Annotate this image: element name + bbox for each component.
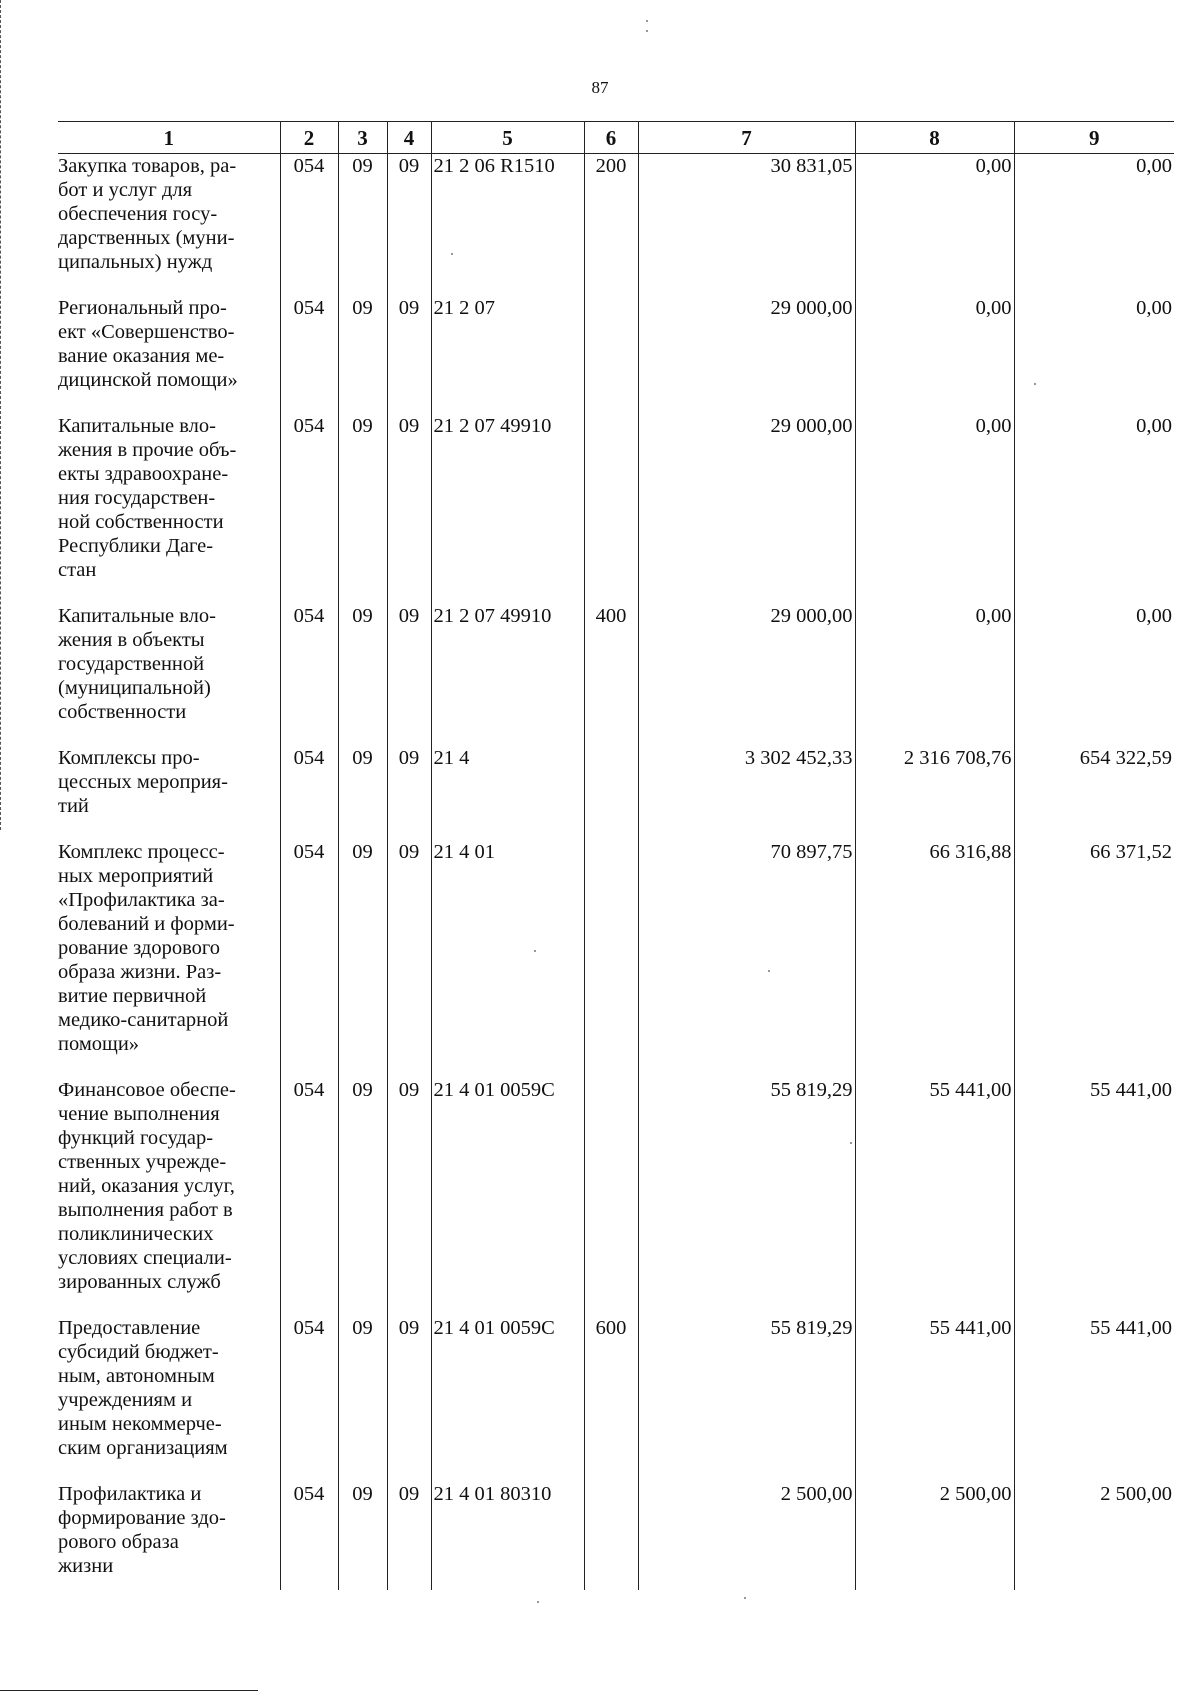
amount-year3-cell: 2 500,00 xyxy=(1014,1482,1174,1590)
row-name-line: Капитальные вло- xyxy=(58,415,216,437)
row-name-line: формирование здо- xyxy=(58,1507,226,1529)
row-name-line: медико-санитарной xyxy=(58,1009,229,1031)
header-cell: 6 xyxy=(584,122,638,154)
row-name-line: собственности xyxy=(58,701,187,723)
row-name-line: ственных учрежде- xyxy=(58,1151,227,1173)
section-code-cell: 09 xyxy=(338,1482,387,1590)
row-name-line: (муниципальной) xyxy=(58,677,211,699)
table-row xyxy=(58,746,1174,840)
target-article-cell: 21 2 07 xyxy=(431,296,584,414)
target-article-cell: 21 4 01 xyxy=(431,840,584,1078)
row-name-line: обеспечения госу- xyxy=(58,203,218,225)
amount-year3-cell: 66 371,52 xyxy=(1014,840,1174,1078)
expense-type-cell xyxy=(584,1482,638,1590)
row-name-line: ния государствен- xyxy=(58,487,216,509)
grbs-code-cell: 054 xyxy=(280,746,338,840)
row-name-line: дарственных (муни- xyxy=(58,227,235,249)
table-row xyxy=(58,1078,1174,1316)
amount-year1-cell: 30 831,05 xyxy=(638,154,855,297)
grbs-code-cell: 054 xyxy=(280,154,338,297)
grbs-code-cell: 054 xyxy=(280,1482,338,1590)
expense-type-cell: 400 xyxy=(584,604,638,746)
amount-year2-cell: 0,00 xyxy=(855,604,1014,746)
grbs-code-cell: 054 xyxy=(280,840,338,1078)
target-article-cell: 21 4 01 80310 xyxy=(431,1482,584,1590)
amount-year1-cell: 55 819,29 xyxy=(638,1078,855,1316)
subsection-code-cell: 09 xyxy=(387,1078,431,1316)
row-name-cell xyxy=(58,746,280,840)
row-name-cell xyxy=(58,1078,280,1316)
header-cell: 9 xyxy=(1014,122,1174,154)
row-name-line: ний, оказания услуг, xyxy=(58,1175,235,1197)
subsection-code-cell: 09 xyxy=(387,604,431,746)
row-name-line: витие первичной xyxy=(58,985,207,1007)
section-code-cell: 09 xyxy=(338,746,387,840)
section-code-cell: 09 xyxy=(338,604,387,746)
target-article-cell: 21 4 01 0059С xyxy=(431,1316,584,1482)
page-number: 87 xyxy=(591,78,609,97)
header-cell: 7 xyxy=(638,122,855,154)
scan-speck xyxy=(451,253,453,255)
amount-year3-cell: 0,00 xyxy=(1014,604,1174,746)
subsection-code-cell: 09 xyxy=(387,296,431,414)
row-name-line: чение выполнения xyxy=(58,1103,220,1125)
expense-type-cell xyxy=(584,746,638,840)
amount-year3-cell: 654 322,59 xyxy=(1014,746,1174,840)
table-row xyxy=(58,1316,1174,1482)
subsection-code-cell: 09 xyxy=(387,154,431,297)
row-name-line: ект «Совершенство- xyxy=(58,321,235,343)
footnote-rule xyxy=(0,1690,258,1691)
target-article-cell: 21 2 06 R1510 xyxy=(431,154,584,297)
grbs-code-cell: 054 xyxy=(280,1078,338,1316)
table-row xyxy=(58,414,1174,604)
table-row xyxy=(58,154,1174,297)
scan-speck xyxy=(534,950,536,952)
amount-year2-cell: 0,00 xyxy=(855,154,1014,297)
row-name-line: Предоставление xyxy=(58,1317,201,1339)
target-article-cell: 21 4 xyxy=(431,746,584,840)
row-name-line: Капитальные вло- xyxy=(58,605,216,627)
section-code-cell: 09 xyxy=(338,414,387,604)
row-name-cell xyxy=(58,1316,280,1482)
budget-table xyxy=(58,121,1174,1590)
target-article-cell: 21 4 01 0059С xyxy=(431,1078,584,1316)
row-name-line: Профилактика и xyxy=(58,1483,202,1505)
expense-type-cell xyxy=(584,1078,638,1316)
row-name-line: вание оказания ме- xyxy=(58,345,225,367)
row-name-line: Республики Даге- xyxy=(58,535,214,557)
header-cell: 2 xyxy=(280,122,338,154)
row-name-line: ных мероприятий xyxy=(58,865,214,887)
grbs-code-cell: 054 xyxy=(280,1316,338,1482)
row-name-line: екты здравоохране- xyxy=(58,463,229,485)
amount-year3-cell: 0,00 xyxy=(1014,296,1174,414)
header-cell: 5 xyxy=(431,122,584,154)
header-cell: 1 xyxy=(58,122,280,154)
expense-type-cell: 600 xyxy=(584,1316,638,1482)
subsection-code-cell: 09 xyxy=(387,1482,431,1590)
table-row xyxy=(58,1482,1174,1590)
scan-speck xyxy=(850,1142,852,1144)
row-name-line: условиях специали- xyxy=(58,1247,232,1269)
row-name-cell xyxy=(58,296,280,414)
subsection-code-cell: 09 xyxy=(387,414,431,604)
row-name-line: рового образа xyxy=(58,1531,179,1553)
row-name-line: бот и услуг для xyxy=(58,179,193,201)
amount-year2-cell: 0,00 xyxy=(855,414,1014,604)
row-name-line: Региональный про- xyxy=(58,297,227,319)
expense-type-cell xyxy=(584,296,638,414)
header-cell: 3 xyxy=(338,122,387,154)
row-name-line: зированных служб xyxy=(58,1271,221,1293)
amount-year2-cell: 66 316,88 xyxy=(855,840,1014,1078)
row-name-line: жизни xyxy=(58,1555,114,1577)
row-name-line: поликлинических xyxy=(58,1223,214,1245)
row-name-line: государственной xyxy=(58,653,205,675)
subsection-code-cell: 09 xyxy=(387,1316,431,1482)
row-name-line: субсидий бюджет- xyxy=(58,1341,219,1363)
target-article-cell: 21 2 07 49910 xyxy=(431,414,584,604)
subsection-code-cell: 09 xyxy=(387,746,431,840)
grbs-code-cell: 054 xyxy=(280,414,338,604)
table-row xyxy=(58,604,1174,746)
amount-year1-cell: 70 897,75 xyxy=(638,840,855,1078)
row-name-line: цессных мероприя- xyxy=(58,771,228,793)
row-name-line: Финансовое обеспе- xyxy=(58,1079,236,1101)
grbs-code-cell: 054 xyxy=(280,296,338,414)
section-code-cell: 09 xyxy=(338,840,387,1078)
row-name-line: стан xyxy=(58,559,97,581)
section-code-cell: 09 xyxy=(338,154,387,297)
table-row xyxy=(58,840,1174,1078)
amount-year1-cell: 29 000,00 xyxy=(638,604,855,746)
scan-speck xyxy=(768,970,770,972)
scan-speck xyxy=(537,1601,539,1603)
amount-year2-cell: 0,00 xyxy=(855,296,1014,414)
row-name-line: ским организациям xyxy=(58,1437,228,1459)
row-name-cell xyxy=(58,154,280,297)
row-name-line: функций государ- xyxy=(58,1127,214,1149)
amount-year1-cell: 3 302 452,33 xyxy=(638,746,855,840)
amount-year2-cell: 55 441,00 xyxy=(855,1078,1014,1316)
row-name-line: тий xyxy=(58,795,89,817)
row-name-line: дицинской помощи» xyxy=(58,369,238,391)
amount-year1-cell: 2 500,00 xyxy=(638,1482,855,1590)
row-name-line: иным некоммерче- xyxy=(58,1413,222,1435)
expense-type-cell: 200 xyxy=(584,154,638,297)
row-name-line: учреждениям и xyxy=(58,1389,193,1411)
row-name-line: ным, автономным xyxy=(58,1365,215,1387)
header-row xyxy=(58,122,1174,154)
row-name-line: болеваний и форми- xyxy=(58,913,235,935)
scan-speck xyxy=(646,20,648,22)
row-name-line: жения в прочие объ- xyxy=(58,439,237,461)
section-code-cell: 09 xyxy=(338,1316,387,1482)
header-cell: 4 xyxy=(387,122,431,154)
amount-year1-cell: 29 000,00 xyxy=(638,414,855,604)
row-name-cell xyxy=(58,604,280,746)
row-name-cell xyxy=(58,414,280,604)
section-code-cell: 09 xyxy=(338,296,387,414)
row-name-line: образа жизни. Раз- xyxy=(58,961,222,983)
amount-year1-cell: 55 819,29 xyxy=(638,1316,855,1482)
amount-year2-cell: 2 316 708,76 xyxy=(855,746,1014,840)
section-code-cell: 09 xyxy=(338,1078,387,1316)
row-name-line: «Профилактика за- xyxy=(58,889,225,911)
row-name-line: Комплекс процесс- xyxy=(58,841,225,863)
amount-year1-cell: 29 000,00 xyxy=(638,296,855,414)
row-name-line: выполнения работ в xyxy=(58,1199,233,1221)
row-name-cell xyxy=(58,1482,280,1590)
amount-year3-cell: 0,00 xyxy=(1014,154,1174,297)
table-row xyxy=(58,296,1174,414)
amount-year2-cell: 2 500,00 xyxy=(855,1482,1014,1590)
grbs-code-cell: 054 xyxy=(280,604,338,746)
row-name-line: жения в объекты xyxy=(58,629,205,651)
row-name-line: помощи» xyxy=(58,1033,140,1055)
row-name-line: Закупка товаров, ра- xyxy=(58,155,237,177)
row-name-line: ципальных) нужд xyxy=(58,251,213,273)
row-name-cell xyxy=(58,840,280,1078)
amount-year3-cell: 0,00 xyxy=(1014,414,1174,604)
amount-year3-cell: 55 441,00 xyxy=(1014,1316,1174,1482)
expense-type-cell xyxy=(584,840,638,1078)
target-article-cell: 21 2 07 49910 xyxy=(431,604,584,746)
scan-speck xyxy=(744,1597,746,1599)
row-name-line: рование здорового xyxy=(58,937,221,959)
subsection-code-cell: 09 xyxy=(387,840,431,1078)
scan-left-edge xyxy=(0,0,2,830)
row-name-line: Комплексы про- xyxy=(58,747,200,769)
row-name-line: ной собственности xyxy=(58,511,224,533)
scan-speck xyxy=(1034,383,1036,385)
amount-year3-cell: 55 441,00 xyxy=(1014,1078,1174,1316)
amount-year2-cell: 55 441,00 xyxy=(855,1316,1014,1482)
scan-speck xyxy=(646,30,648,32)
header-cell: 8 xyxy=(855,122,1014,154)
expense-type-cell xyxy=(584,414,638,604)
